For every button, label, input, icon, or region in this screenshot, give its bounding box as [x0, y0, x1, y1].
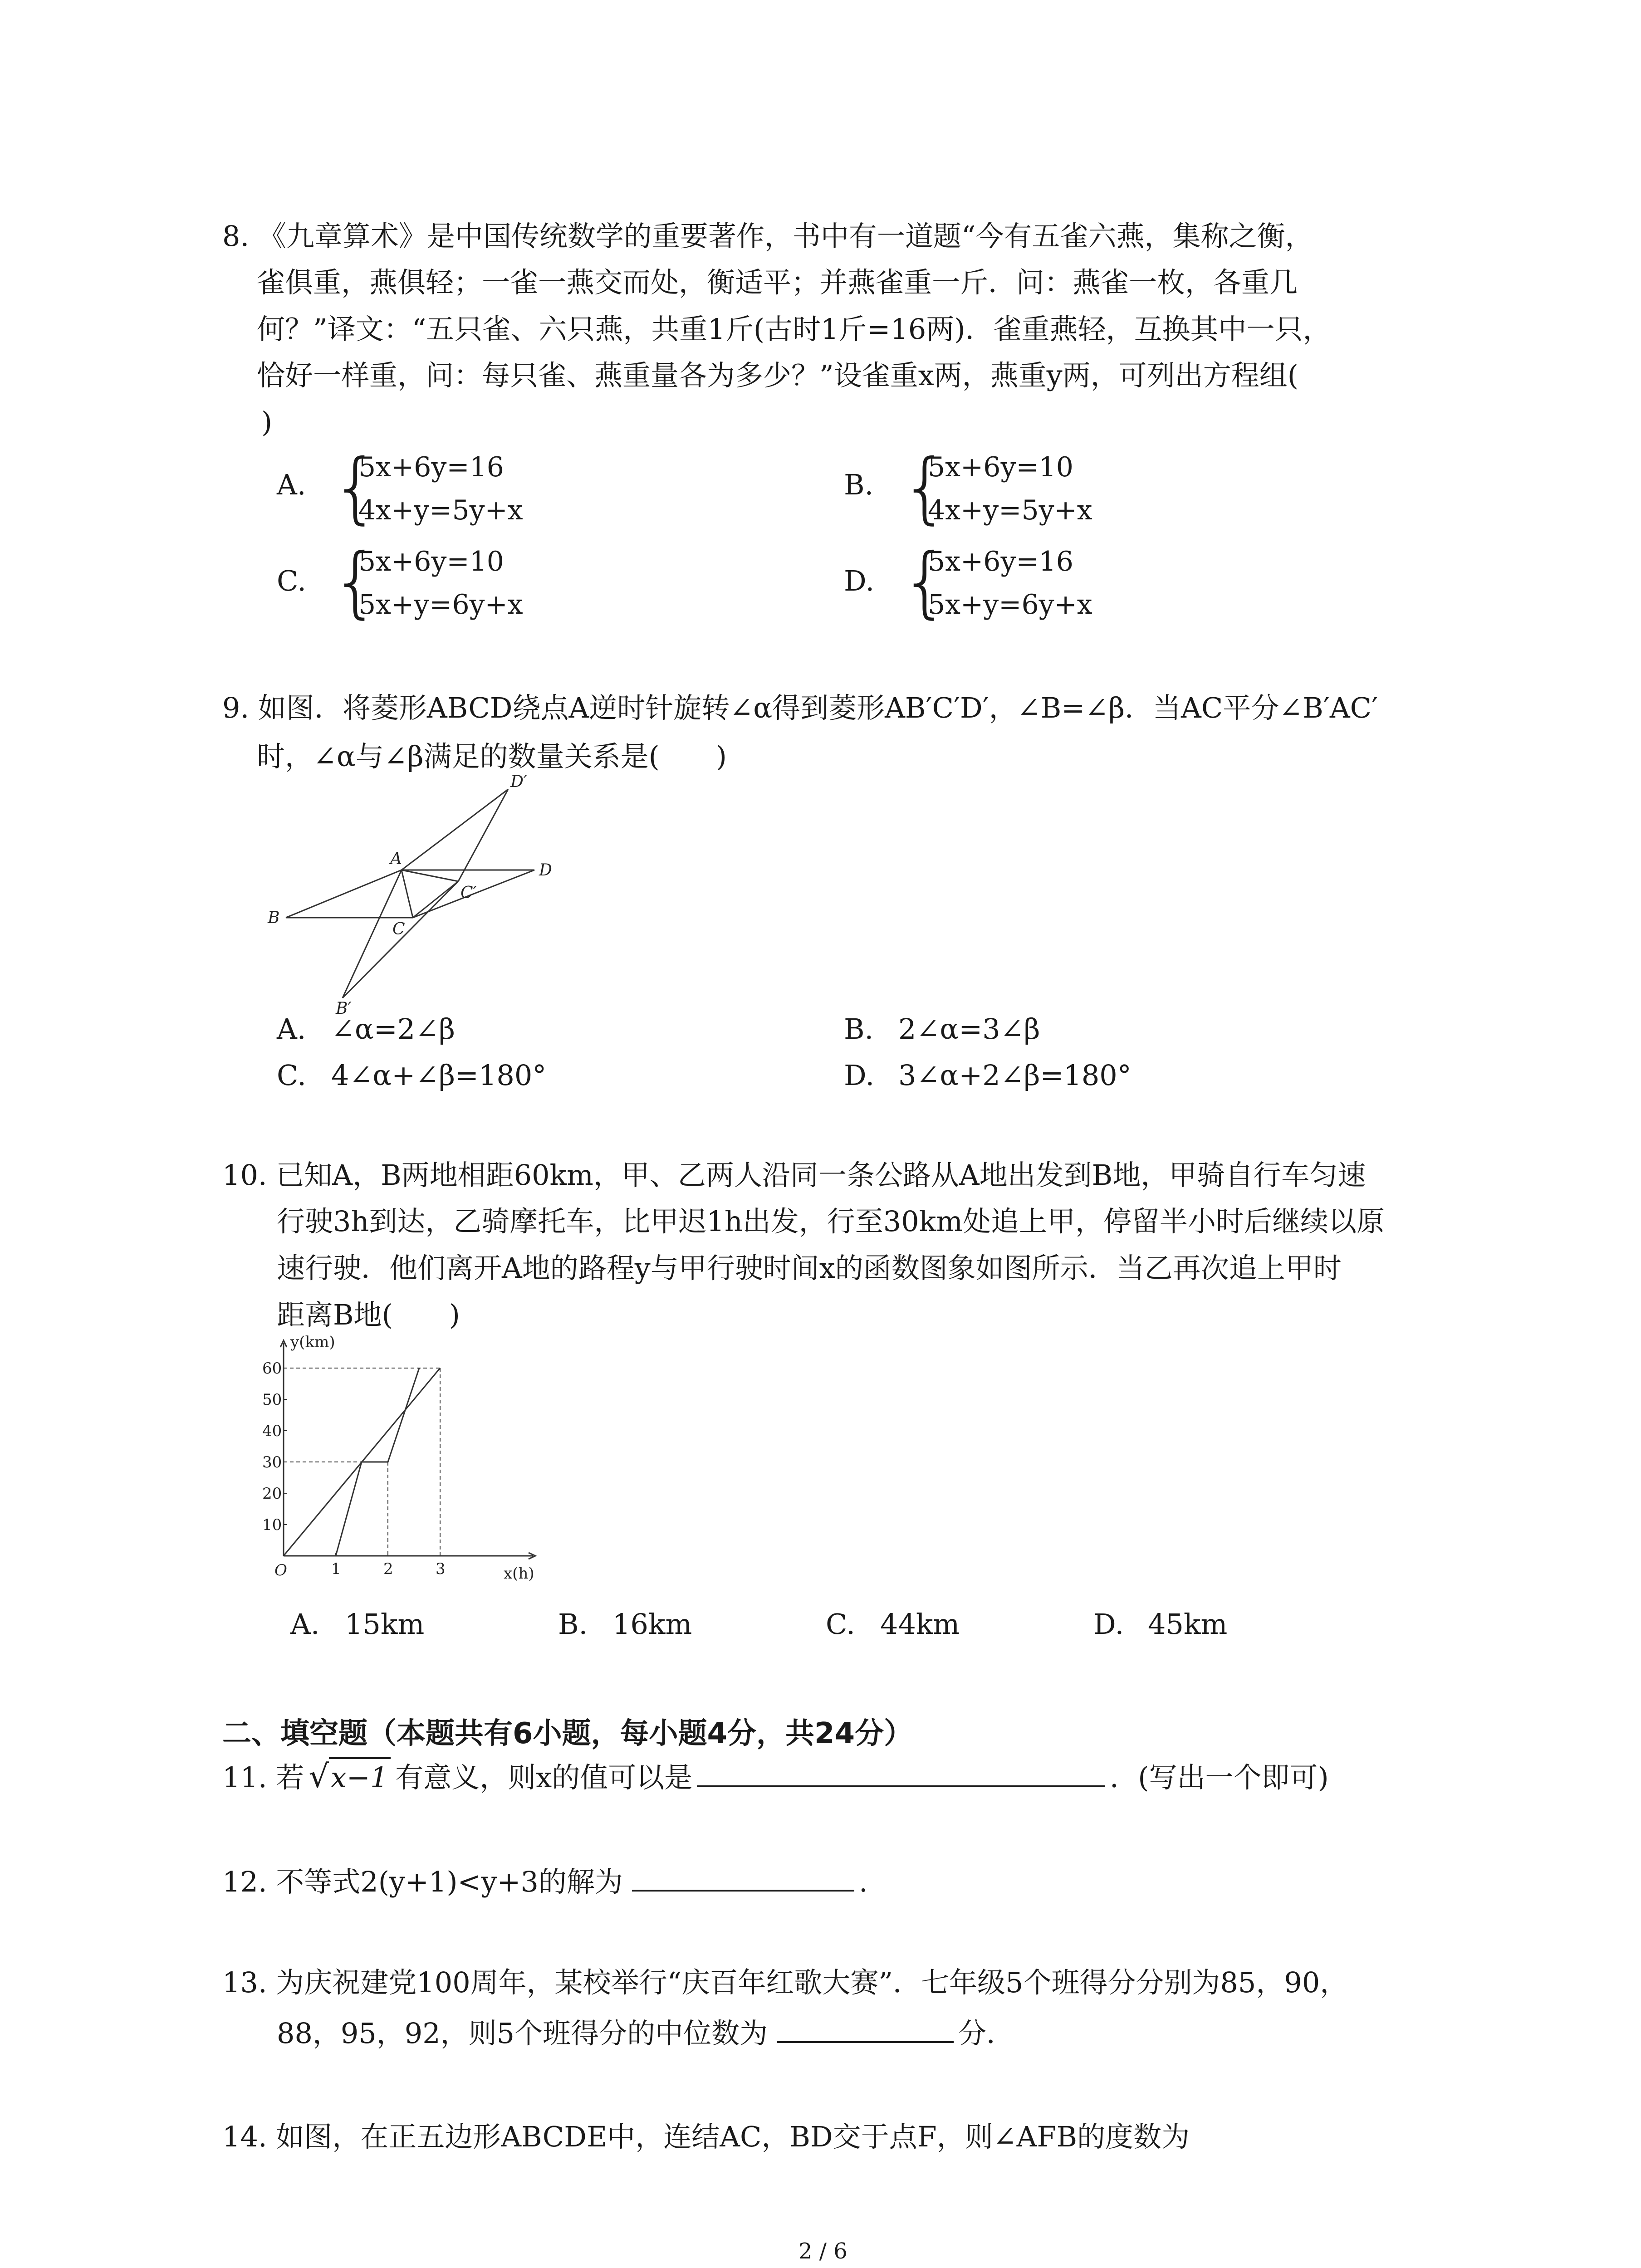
q10-line-4: 距离B地( ) — [277, 1298, 460, 1331]
x-tick-3: 3 — [436, 1560, 446, 1578]
brace-icon: { — [331, 443, 381, 533]
q11-middle: 有意义，则x的值可以是 — [395, 1761, 693, 1794]
figure-labels — [267, 772, 552, 1018]
origin-label: O — [274, 1561, 287, 1579]
q13-answer-blank[interactable] — [777, 2016, 954, 2043]
option-text: 3∠α+2∠β=180° — [898, 1059, 1132, 1092]
option-label: C. — [277, 564, 306, 597]
q10-line-1: 10. 已知A，B两地相距60km，甲、乙两人沿同一条公路从A地出发到B地，甲骑自行车匀速 — [222, 1158, 1366, 1192]
q10-line-2: 行驶3h到达，乙骑摩托车，比甲迟1h出发，行至30km处追上甲，停留半小时后继续以原 — [277, 1205, 1385, 1238]
equation-2: 4x+y=5y+x — [358, 494, 523, 526]
option-label: A. — [290, 1608, 320, 1641]
x-tick-2: 2 — [383, 1560, 393, 1578]
q11-radicand: x−1 — [329, 1757, 391, 1794]
q9-option-a[interactable] — [277, 1012, 456, 1046]
equation-1: 5x+6y=16 — [358, 451, 504, 483]
label-d-prime: D′ — [510, 772, 528, 791]
brace-icon: { — [901, 537, 950, 627]
option-text: 2∠α=3∠β — [898, 1012, 1040, 1046]
q10-option-c[interactable] — [826, 1608, 960, 1641]
q12-prefix: 12. 不等式2(y+1)<y+3的解为 — [222, 1865, 623, 1898]
option-label: B. — [558, 1608, 588, 1641]
option-text: 15km — [345, 1608, 425, 1641]
q8-option-b[interactable] — [844, 468, 874, 501]
option-text: 16km — [612, 1608, 692, 1641]
sqrt-icon: √ — [309, 1758, 329, 1795]
option-text: 44km — [880, 1608, 960, 1641]
q8-option-c-system — [331, 537, 558, 627]
label-b-prime: B′ — [336, 999, 352, 1018]
y-tick-20: 20 — [262, 1485, 282, 1503]
graph-lines — [284, 1368, 440, 1556]
q8-option-a-system — [331, 443, 558, 533]
brace-icon: { — [901, 443, 950, 533]
option-text: 4∠α+∠β=180° — [331, 1059, 547, 1092]
q8-line-5: ) — [261, 406, 273, 439]
y-tick-30: 30 — [262, 1453, 282, 1471]
graph-labels — [262, 1333, 534, 1583]
q11-suffix: ．(写出一个即可) — [1110, 1761, 1329, 1794]
y-axis-label: y(km) — [290, 1333, 335, 1351]
option-text: 45km — [1148, 1608, 1228, 1641]
q11-prefix: 11. 若 — [222, 1761, 304, 1794]
option-label: B. — [844, 468, 874, 501]
rhombus-lines — [286, 789, 534, 998]
equation-2: 5x+y=6y+x — [358, 589, 523, 621]
q11-answer-blank[interactable] — [697, 1760, 1105, 1787]
q8-option-d[interactable] — [844, 564, 875, 597]
section-heading: 二、填空题（本题共有6小题，每小题4分，共24分） — [222, 1717, 913, 1750]
label-b: B — [268, 909, 280, 927]
q9-option-d[interactable] — [844, 1061, 1132, 1090]
option-label: C. — [277, 1059, 306, 1092]
q8-line-1: 8. 《九章算术》是中国传统数学的重要著作，书中有一道题“今有五雀六燕，集称之衡， — [222, 220, 1313, 253]
label-a: A — [390, 850, 402, 868]
equation-2: 5x+y=6y+x — [928, 589, 1092, 621]
rhombus-figure — [254, 771, 581, 1018]
q12-suffix: . — [858, 1865, 868, 1898]
q8-option-d-system — [901, 537, 1127, 627]
option-label: D. — [1093, 1608, 1124, 1641]
option-label: B. — [844, 1012, 874, 1046]
y-tick-60: 60 — [262, 1359, 282, 1378]
equation-1: 5x+6y=16 — [928, 546, 1073, 577]
equation-2: 4x+y=5y+x — [928, 494, 1092, 526]
q12-answer-blank[interactable] — [632, 1864, 854, 1892]
y-tick-40: 40 — [262, 1422, 282, 1440]
page-number: 2 / 6 — [798, 2239, 847, 2264]
option-label: C. — [826, 1608, 855, 1641]
label-d: D — [539, 861, 552, 880]
option-label: A. — [277, 468, 306, 501]
question-11 — [222, 1758, 1329, 1795]
q10-option-b[interactable] — [558, 1608, 692, 1641]
q8-option-c[interactable] — [277, 564, 306, 597]
q8-line-3: 何？”译文：“五只雀、六只燕，共重1斤(古时1斤=16两)．雀重燕轻，互换其中一只， — [257, 313, 1331, 346]
label-c: C — [392, 920, 405, 938]
q9-option-b[interactable] — [844, 1012, 1040, 1046]
q9-line-1: 9. 如图．将菱形ABCD绕点A逆时针旋转∠α得到菱形AB′C′D′，∠B=∠β．当AC平分∠B′AC′ — [222, 691, 1378, 724]
distance-time-graph — [262, 1333, 554, 1599]
brace-icon: { — [331, 537, 381, 627]
q10-line-3: 速行驶．他们离开A地的路程y与甲行驶时间x的函数图象如图所示．当乙再次追上甲时 — [277, 1251, 1342, 1285]
option-label: D. — [844, 564, 875, 597]
q8-line-4: 恰好一样重，问：每只雀、燕重量各为多少？”设雀重x两，燕重y两，可列出方程组( — [257, 359, 1298, 392]
q8-option-b-system — [901, 443, 1127, 533]
q9-option-c[interactable] — [277, 1061, 546, 1090]
q13-line-2-prefix: 88，95，92，则5个班得分的中位数为 — [277, 2017, 768, 2050]
x-tick-1: 1 — [331, 1560, 341, 1578]
option-label: A. — [277, 1012, 306, 1046]
q10-option-d[interactable] — [1093, 1608, 1228, 1641]
option-text: ∠α=2∠β — [331, 1012, 456, 1046]
y-tick-50: 50 — [262, 1391, 282, 1409]
q13-line-1: 13. 为庆祝建党100周年，某校举行“庆百年红歌大赛”．七年级5个班得分分别为85，90， — [222, 1966, 1348, 1999]
x-axis-label: x(h) — [504, 1564, 534, 1583]
option-label: D. — [844, 1059, 875, 1092]
question-12 — [222, 1864, 868, 1896]
q8-line-2: 雀俱重，燕俱轻；一雀一燕交而处，衡适平；并燕雀重一斤．问：燕雀一枚，各重几 — [257, 266, 1298, 299]
q13-line-2 — [277, 2016, 1014, 2048]
q13-line-2-suffix: 分． — [958, 2017, 1015, 2050]
q8-option-a[interactable] — [277, 468, 306, 501]
graph-axes — [280, 1340, 535, 1559]
q9-line-2: 时，∠α与∠β满足的数量关系是( ) — [257, 740, 727, 773]
y-tick-10: 10 — [262, 1516, 282, 1534]
equation-1: 5x+6y=10 — [358, 546, 504, 577]
question-14: 14. 如图，在正五边形ABCDE中，连结AC，BD交于点F，则∠AFB的度数为 — [222, 2120, 1190, 2153]
label-c-prime: C′ — [460, 884, 477, 902]
equation-1: 5x+6y=10 — [928, 451, 1073, 483]
q10-option-a[interactable] — [290, 1608, 425, 1641]
